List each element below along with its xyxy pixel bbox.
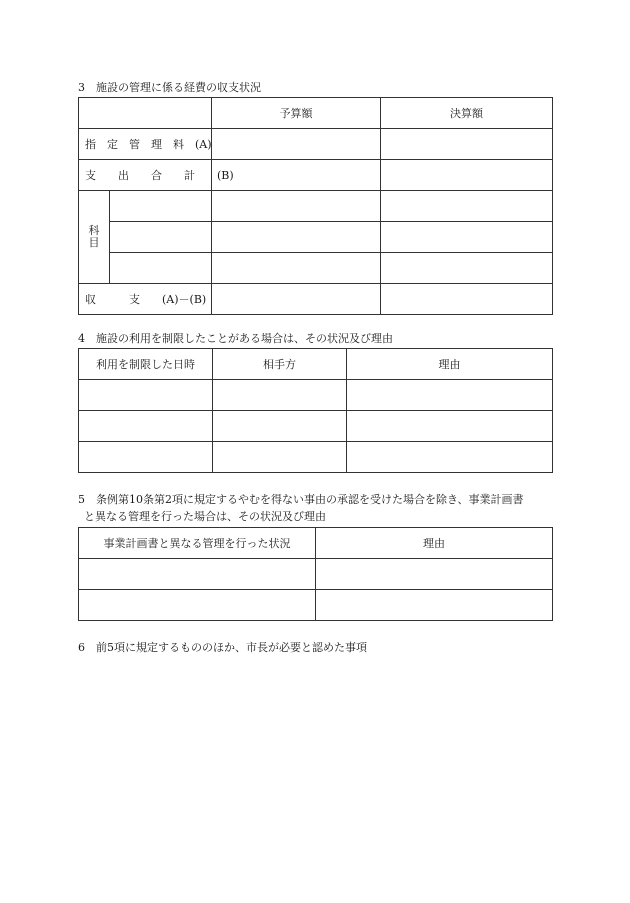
balance-label [79,284,212,315]
section3-heading: 3 施設の管理に係る経費の収支状況 [78,81,261,94]
table-row [79,528,553,559]
table-row [79,411,553,442]
table-row [79,284,553,315]
table-row [79,98,553,129]
table-row [79,222,553,253]
item-name-cell [110,191,212,222]
budget-header: 予算額 [212,98,381,129]
restriction-datetime-header: 利用を制限した日時 [79,349,213,380]
items-label [79,191,110,284]
item-budget-cell [212,253,381,284]
item-settlement-cell [381,191,553,222]
table-row [79,590,553,621]
deviation-reason-header: 理由 [316,528,553,559]
settlement-header: 決算額 [381,98,553,129]
table-row [79,253,553,284]
fee-settlement-cell [381,129,553,160]
item-settlement-cell [381,222,553,253]
table-row [79,160,553,191]
item-budget-cell [212,191,381,222]
items-label-char-2: 目 [88,236,100,249]
deviation-status-header: 事業計画書と異なる管理を行った状況 [79,528,316,559]
table-row [79,442,553,473]
total-settlement-cell [381,160,553,191]
balance-budget-cell [212,284,381,315]
table-row [79,191,553,222]
total-budget-cell [212,160,381,191]
fee-budget-cell [212,129,381,160]
usage-restriction-table [78,348,553,473]
item-budget-cell [212,222,381,253]
section4-heading: 4 施設の利用を制限したことがある場合は、その状況及び理由 [78,332,393,345]
balance-label-text: 収 支 [85,292,140,306]
item-name-cell [110,222,212,253]
table-row [79,380,553,411]
item-name-cell [110,253,212,284]
counterparty-header: 相手方 [213,349,347,380]
items-label-char-1: 科 [88,224,100,237]
balance-formula: (A)－(B) [162,292,207,306]
deviation-table [78,527,553,621]
table-row [79,349,553,380]
reason-header: 理由 [347,349,553,380]
expense-table [78,97,553,315]
designated-management-fee-label: 指 定 管 理 料 (A) [79,129,212,160]
section5-heading-line2: と異なる管理を行った場合は、その状況及び理由 [84,510,326,523]
balance-settlement-cell [381,284,553,315]
table-row [79,559,553,590]
blank-header-cell [79,98,212,129]
item-settlement-cell [381,253,553,284]
section6-heading: 6 前5項に規定するもののほか、市長が必要と認めた事項 [78,641,367,654]
table-row [79,129,553,160]
expense-total-label: 支 出 合 計 (B) [79,160,212,191]
section5-heading-line1: 5 条例第10条第2項に規定するやむを得ない事由の承認を受けた場合を除き、事業計画書 [78,493,524,506]
